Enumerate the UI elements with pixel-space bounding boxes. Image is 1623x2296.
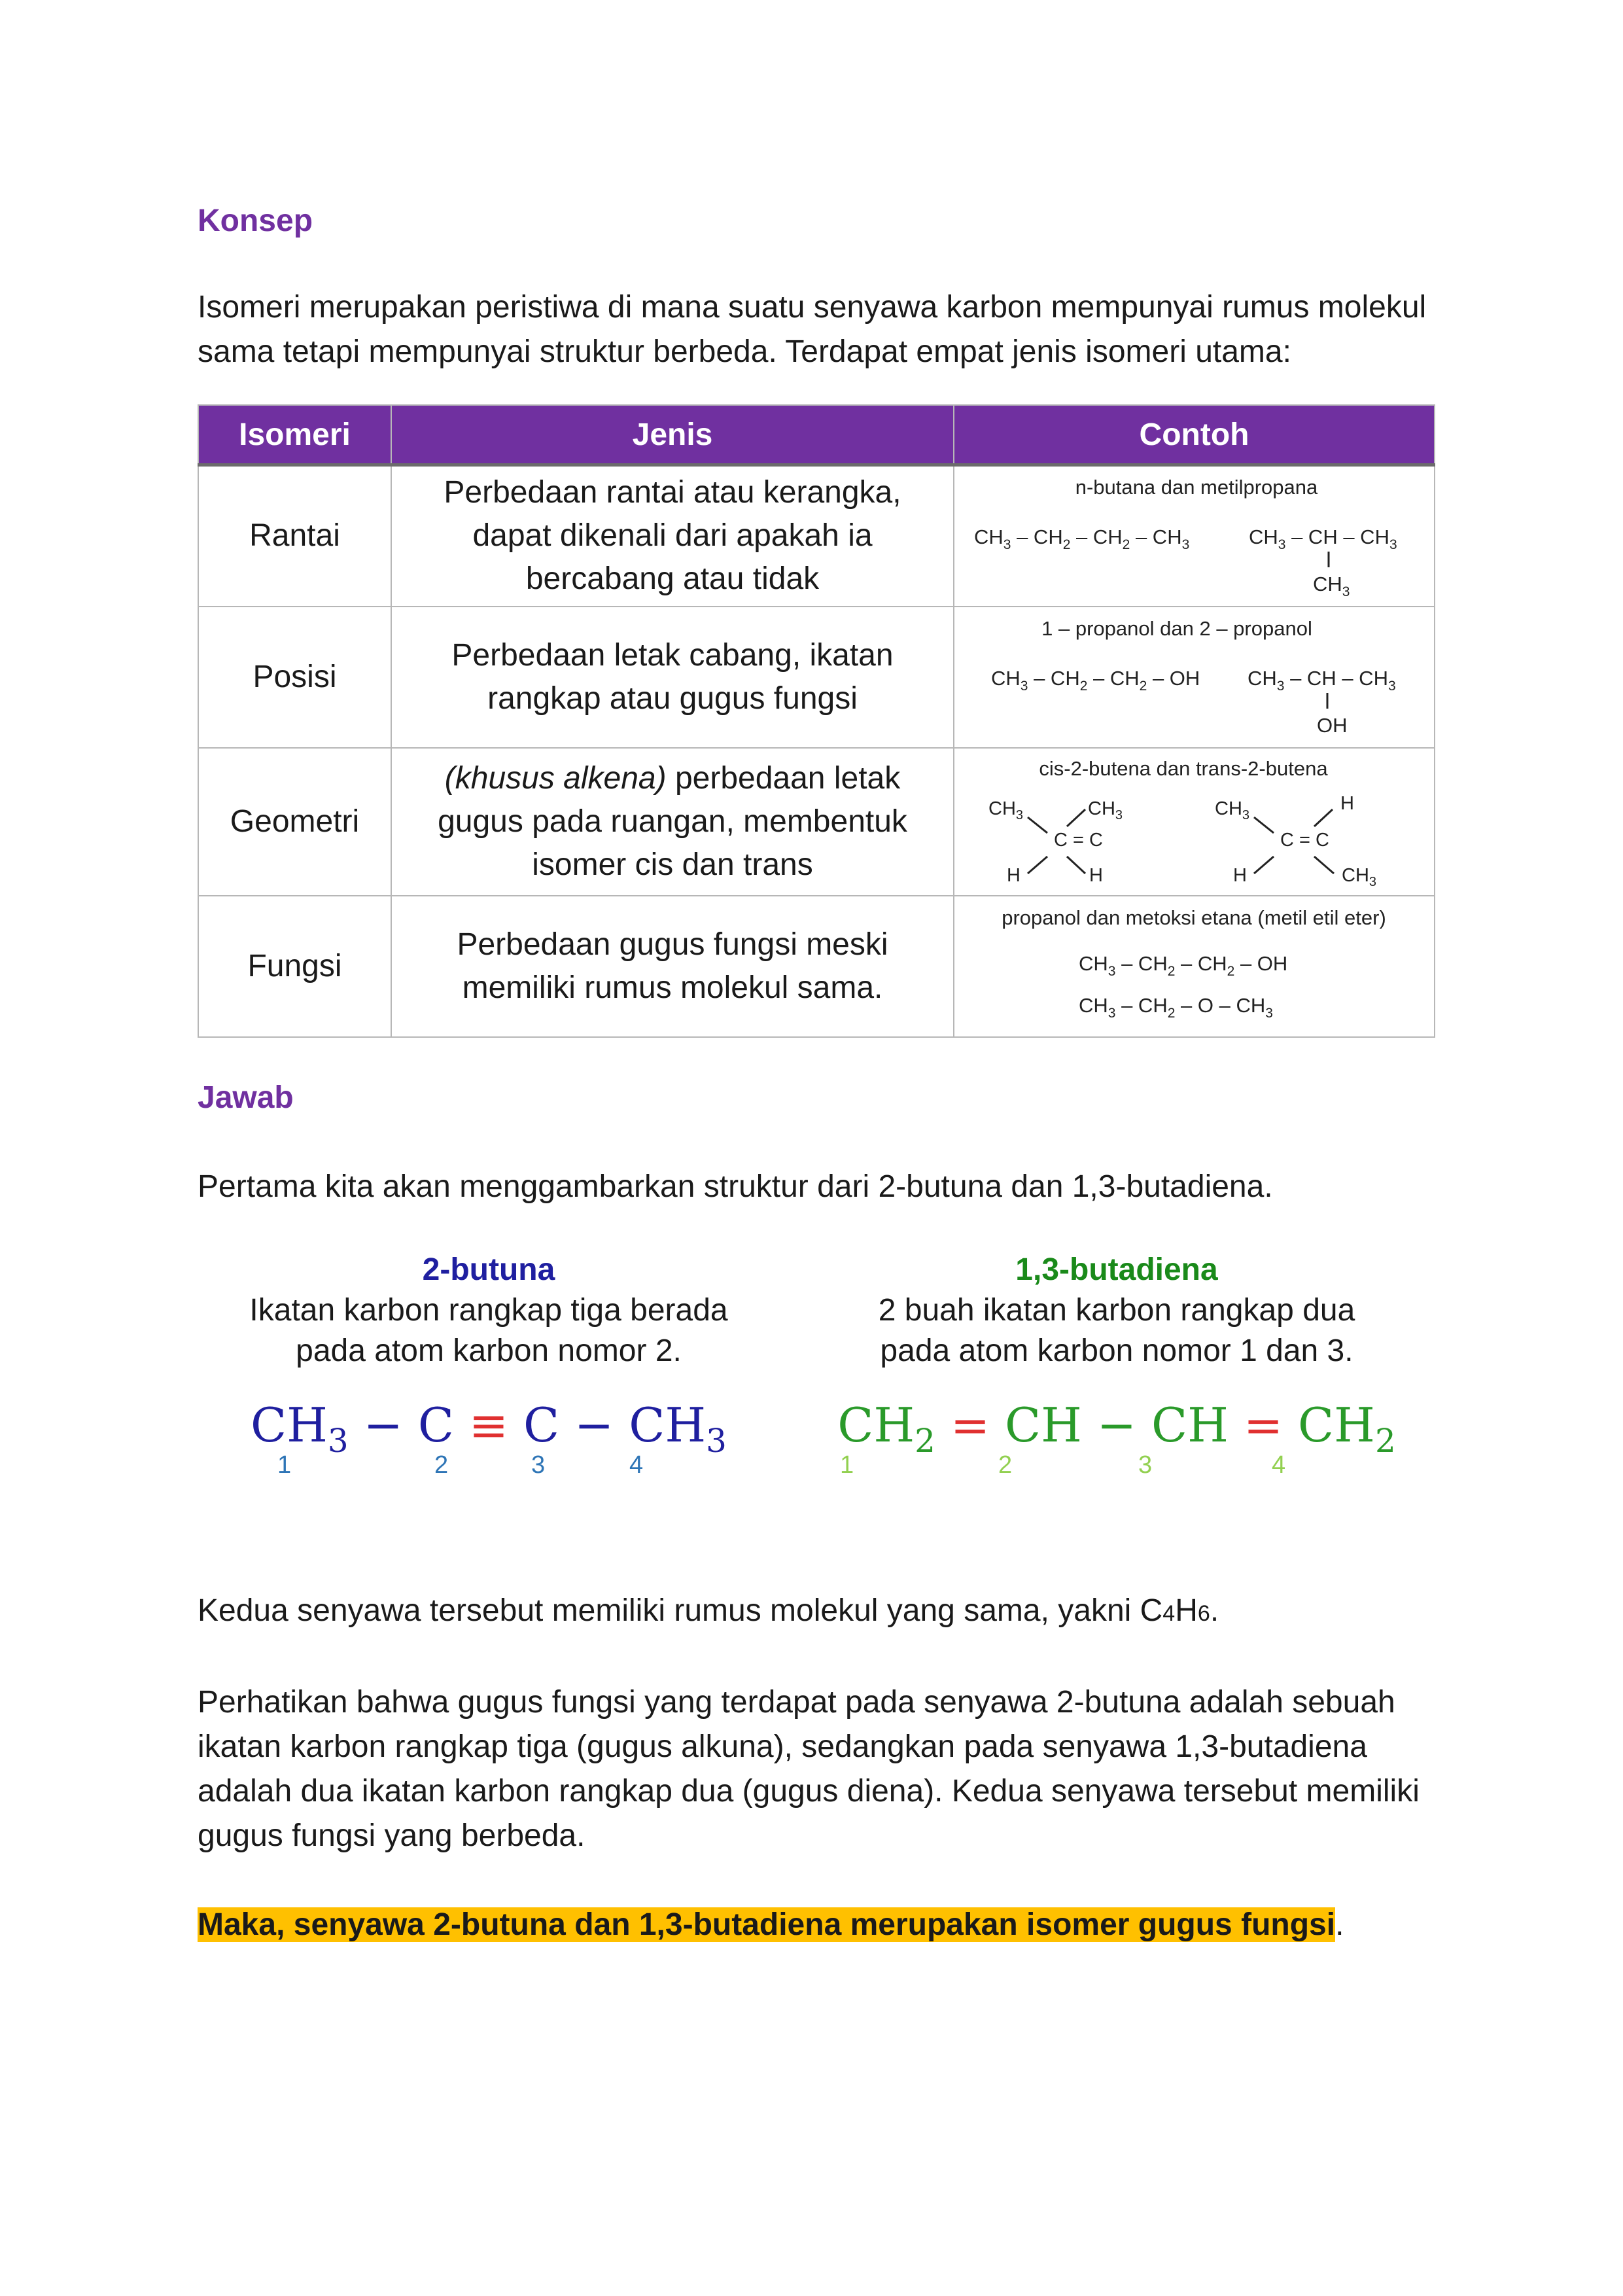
butadiena-desc-line1: 2 buah ikatan karbon rangkap dua xyxy=(878,1292,1355,1328)
carbon-number: 3 xyxy=(531,1451,546,1479)
svg-text:H: H xyxy=(1340,792,1354,814)
carbon-number: 2 xyxy=(998,1451,1013,1479)
jenis-cell: Perbedaan gugus fungsi meski memiliki rumus molekul sama. xyxy=(391,896,954,1037)
n-butana-metilpropana-diagram xyxy=(954,467,1434,605)
butadiena-numbers xyxy=(806,1451,1427,1489)
formula-h-subscript: 6 xyxy=(1197,1600,1210,1626)
butuna-numbers xyxy=(198,1451,780,1489)
formula-c-subscript: 4 xyxy=(1162,1600,1176,1626)
gugus-fungsi-paragraph: Perhatikan bahwa gugus fungsi yang terdapat pada senyawa 2-butuna adalah sebuah ikatan karbon rangkap tiga (gugus alkuna), sedangkan pada senyawa 1,3-butadiena adalah dua ikatan karbon rangkap dua (gugus diena). Kedua senyawa tersebut memiliki gugus fungsi yang berbeda. xyxy=(198,1684,1420,1853)
table-row xyxy=(198,607,1435,748)
contoh-title: 1 – propanol dan 2 – propanol xyxy=(1041,616,1312,640)
butuna-desc-line1: Ikatan karbon rangkap tiga berada xyxy=(249,1292,728,1328)
carbon-number: 1 xyxy=(277,1451,292,1479)
formula-h: H xyxy=(1175,1593,1198,1628)
page xyxy=(198,196,1434,1947)
contoh-cell xyxy=(954,607,1435,748)
svg-text:H: H xyxy=(1007,864,1021,886)
isomeri-cell: Fungsi xyxy=(198,896,391,1037)
carbon-number: 3 xyxy=(1138,1451,1153,1479)
2-propanol-formula: $CH_3$ – CH – $CH_3$ xyxy=(1248,666,1396,694)
table-row xyxy=(198,465,1435,607)
conclusion xyxy=(198,1903,1434,1947)
n-butana-formula: $CH_3 - CH_2 - CH_2 - CH_3$ xyxy=(974,525,1190,553)
propanol-metoksi-etana-diagram xyxy=(954,897,1434,1036)
butadiena-title: 1,3-butadiena xyxy=(1015,1252,1218,1287)
branch-oh: OH xyxy=(1317,713,1348,737)
carbon-number: 1 xyxy=(840,1451,854,1479)
trans-2-butena-structure xyxy=(1215,793,1376,889)
conclusion-highlight: Maka, senyawa 2-butuna dan 1,3-butadiena merupakan isomer gugus fungsi xyxy=(198,1907,1336,1942)
svg-text:H: H xyxy=(1233,864,1247,886)
jawab-heading: Jawab xyxy=(198,1080,294,1115)
butadiena-desc-line2: pada atom karbon nomor 1 dan 3. xyxy=(880,1333,1353,1368)
contoh-cell xyxy=(954,748,1435,896)
svg-text:CH3: $CH_3$ xyxy=(1215,798,1250,822)
carbon-number: 2 xyxy=(434,1451,449,1479)
metilpropana-formula: $CH_3$ – CH – $CH_3$ xyxy=(1249,525,1397,553)
conclusion-period: . xyxy=(1335,1907,1344,1942)
carbon-number: 4 xyxy=(1272,1451,1286,1479)
intro-paragraph: Isomeri merupakan peristiwa di mana suatu senyawa karbon mempunyai rumus molekul sama tetapi mempunyai struktur berbeda. Terdapat empat jenis isomeri utama: xyxy=(198,290,1427,369)
header-isomeri: Isomeri xyxy=(198,405,391,465)
formula-end: . xyxy=(1210,1593,1219,1628)
cis-trans-diagram xyxy=(954,749,1434,894)
butadiena-formula: $CH_2$ = CH − CH = $CH_2$ xyxy=(837,1397,1396,1460)
table-row xyxy=(198,896,1435,1037)
svg-text:H: H xyxy=(1089,864,1103,886)
butuna-block xyxy=(198,1250,780,1489)
butuna-title: 2-butuna xyxy=(422,1252,555,1287)
butuna-desc-line2: pada atom karbon nomor 2. xyxy=(296,1333,682,1368)
isomer-table xyxy=(198,404,1435,1038)
svg-text:CH3: $CH_3$ xyxy=(988,798,1024,822)
konsep-heading: Konsep xyxy=(198,203,313,238)
jenis-italic: (khusus alkena) xyxy=(444,760,667,796)
molecular-formula-paragraph xyxy=(198,1589,1434,1636)
structures-section xyxy=(198,1250,1434,1544)
double-bond: = xyxy=(1228,1397,1299,1453)
contoh-cell xyxy=(954,465,1435,607)
isomeri-cell: Rantai xyxy=(198,465,391,607)
svg-text:CH3: $CH_3$ xyxy=(1088,798,1123,822)
jenis-cell: Perbedaan rantai atau kerangka, dapat dikenali dari apakah ia bercabang atau tidak xyxy=(391,465,954,607)
double-bond: = xyxy=(935,1397,1005,1453)
table-header-row xyxy=(198,405,1435,465)
butadiena-block xyxy=(806,1250,1427,1489)
isomeri-cell: Posisi xyxy=(198,607,391,748)
branch-ch3: $CH_3$ xyxy=(1313,573,1350,600)
formula-text: Kedua senyawa tersebut memiliki rumus molekul yang sama, yakni C xyxy=(198,1593,1163,1628)
isomeri-cell: Geometri xyxy=(198,748,391,896)
svg-text:C = C: C = C xyxy=(1054,829,1103,851)
contoh-title: propanol dan metoksi etana (metil etil eter) xyxy=(1002,906,1386,929)
1-propanol-formula: $CH_3 - CH_2 - CH_2$ – OH xyxy=(991,666,1200,694)
header-contoh: Contoh xyxy=(954,405,1435,465)
cis-2-butena-structure xyxy=(988,798,1123,886)
contoh-cell xyxy=(954,896,1435,1037)
jenis-cell xyxy=(391,748,954,896)
svg-text:CH3: $CH_3$ xyxy=(1342,864,1377,889)
svg-text:C = C: C = C xyxy=(1280,829,1329,851)
butuna-formula: $CH_3 - C \equiv C - CH_3$ xyxy=(251,1397,727,1460)
first-paragraph: Pertama kita akan menggambarkan struktur dari 2-butuna dan 1,3-butadiena. xyxy=(198,1169,1273,1204)
jenis-text: perbedaan letak gugus pada ruangan, membentuk isomer cis dan trans xyxy=(438,760,907,882)
jenis-cell: Perbedaan letak cabang, ikatan rangkap atau gugus fungsi xyxy=(391,607,954,748)
carbon-number: 4 xyxy=(629,1451,644,1479)
propanol-diagram xyxy=(954,608,1434,747)
header-jenis: Jenis xyxy=(391,405,954,465)
contoh-title: cis-2-butena dan trans-2-butena xyxy=(1039,756,1328,780)
triple-bond: ≡ xyxy=(453,1397,524,1453)
propanol-formula: $CH_3 - CH_2 - CH_2$ – OH xyxy=(1079,951,1288,979)
table-row xyxy=(198,748,1435,896)
metoksi-etana-formula: $CH_3 - CH_2$ – O – $CH_3$ xyxy=(1079,993,1273,1021)
contoh-title: n-butana dan metilpropana xyxy=(1075,476,1318,499)
